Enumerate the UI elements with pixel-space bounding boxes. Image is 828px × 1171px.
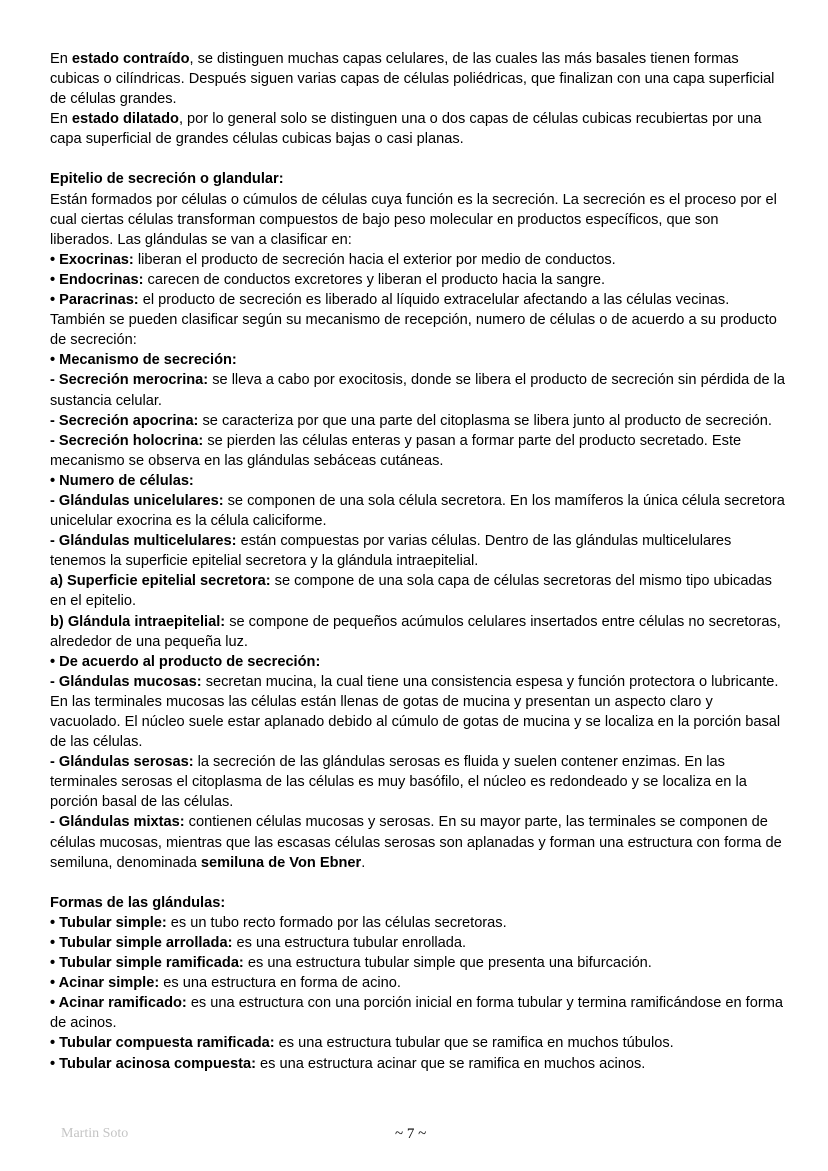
term: - Glándulas unicelulares:	[50, 492, 224, 509]
term: • Acinar simple:	[50, 975, 160, 992]
definition: carecen de conductos excretores y liberan el producto hacia la sangre.	[143, 271, 606, 288]
text: , se distinguen muchas capas celulares, de las cuales las más basales tienen formas cubicas o cilíndricas. Después siguen varias capas de células poliédricas, que finalizan con una capa superficial de células grandes.	[50, 51, 775, 108]
list-item-cells	[50, 531, 785, 571]
list-item-cells	[50, 571, 785, 611]
term: • Paracrinas:	[50, 292, 139, 309]
definition: es una estructura en forma de acino.	[159, 975, 401, 992]
definition: se componen de una sola célula secretora. En los mamíferos la única célula secretora unicelular exocrina es la célula caliciforme.	[50, 492, 785, 530]
list-item-form	[50, 953, 785, 973]
page-number: ~ 7 ~	[395, 1126, 427, 1142]
term: a) Superficie epitelial secretora:	[50, 573, 271, 590]
spacer	[50, 149, 785, 169]
spacer	[50, 873, 785, 893]
term: • Tubular compuesta ramificada:	[50, 1035, 275, 1052]
definition: se compone de pequeños acúmulos celulares insertados entre células no secretoras, alrededor de una pequeña luz.	[50, 613, 781, 650]
section-heading-secretion: Epitelio de secreción o glandular:	[50, 171, 284, 188]
definition: la secreción de las glándulas serosas es fluida y suelen contener enzimas. En las terminales serosas el citoplasma de las células es muy basófilo, el núcleo es redondeado y se localiza en la porción basal de las células.	[50, 754, 747, 811]
list-item-form	[50, 913, 785, 933]
list-item-mechanism	[50, 411, 785, 431]
term: - Secreción merocrina:	[50, 372, 209, 389]
term: - Secreción holocrina:	[50, 432, 204, 449]
definition: es una estructura con una porción inicial en forma tubular y termina ramificándose en forma de acinos.	[50, 995, 783, 1032]
list-item-form	[50, 933, 785, 953]
term-estado-dilatado: estado dilatado	[71, 111, 179, 128]
term: - Glándulas mucosas:	[50, 673, 202, 690]
definition: secretan mucina, la cual tiene una consistencia espesa y función protectora o lubricante. En las terminales mucosas las células están llenas de gotas de mucina y presentan un aspecto claro y vacuolado. El núcleo suele estar aplanado debido al cúmulo de gotas de mucina y se localiza en la porción basal de las células.	[50, 673, 781, 751]
definition: se lleva a cabo por exocitosis, donde se libera el producto de secreción sin pérdida de la sustancia celular.	[50, 372, 785, 409]
term: - Glándulas mixtas:	[50, 814, 185, 831]
subheading-cell-count: • Numero de células:	[50, 472, 194, 489]
term: • Tubular simple:	[50, 914, 167, 931]
term: • Tubular simple ramificada:	[50, 955, 244, 972]
list-item-cells	[50, 612, 785, 652]
section-heading-forms: Formas de las glándulas:	[50, 894, 226, 911]
text: .	[361, 854, 366, 871]
list-item-form	[50, 1054, 785, 1074]
text: En	[50, 51, 72, 67]
paragraph-classification: También se pueden clasificar según su mecanismo de recepción, numero de células o de acuerdo a su producto de secreción:	[50, 312, 777, 349]
term: - Secreción apocrina:	[50, 412, 199, 429]
term: • Exocrinas:	[50, 251, 134, 268]
term: • Tubular simple arrollada:	[50, 934, 233, 951]
list-item-mechanism	[50, 431, 785, 471]
page-content	[50, 49, 785, 1074]
footer-author: Martin Soto	[61, 1126, 129, 1141]
definition: se pierden las células enteras y pasan a formar parte del producto secretado. Este mecanismo se observa en las glándulas sebáceas cutáneas.	[50, 432, 742, 469]
list-item-form	[50, 1033, 785, 1053]
definition: es una estructura tubular que se ramifica en muchos túbulos.	[274, 1035, 674, 1052]
list-item-form	[50, 973, 785, 993]
subheading-product: • De acuerdo al producto de secreción:	[50, 653, 321, 670]
list-item-product	[50, 812, 785, 872]
term: • Acinar ramificado:	[50, 995, 187, 1012]
list-item-form	[50, 993, 785, 1033]
list-item-cells	[50, 491, 785, 531]
term-semiluna: semiluna de Von Ebner	[200, 854, 362, 871]
paragraph-dilated-state	[50, 109, 785, 149]
definition: liberan el producto de secreción hacia el exterior por medio de conductos.	[133, 251, 616, 268]
text: , por lo general solo se distinguen una o dos capas de células cubicas recubiertas por una capa superficial de grandes células cubicas bajas o casi planas.	[50, 111, 762, 148]
list-item-type	[50, 270, 785, 290]
definition: se compone de una sola capa de células secretoras del mismo tipo ubicadas en el epitelio.	[50, 573, 772, 610]
definition: están compuestas por varias células. Dentro de las glándulas multicelulares tenemos la superficie epitelial secretora y la glándula intraepitelial.	[50, 533, 732, 570]
definition: el producto de secreción es liberado al líquido extracelular afectando a las células vecinas.	[138, 292, 730, 309]
definition: es una estructura acinar que se ramifica en muchos acinos.	[255, 1055, 646, 1072]
list-item-type	[50, 290, 785, 310]
list-item-product	[50, 672, 785, 752]
term: • Endocrinas:	[50, 271, 144, 288]
list-item-mechanism	[50, 370, 785, 410]
term: - Glándulas multicelulares:	[50, 533, 237, 550]
paragraph-contracted-state	[50, 49, 785, 109]
term-estado-contraido: estado contraído	[71, 51, 190, 67]
text: En	[50, 111, 72, 128]
list-item-product	[50, 752, 785, 812]
subheading-mechanism: • Mecanismo de secreción:	[50, 352, 237, 369]
definition: contienen células mucosas y serosas. En su mayor parte, las terminales se componen de células mucosas, mientras que las escasas células serosas son aplanadas y forman una estructura con forma de semiluna, denominada	[50, 814, 782, 871]
term: - Glándulas serosas:	[50, 754, 194, 771]
paragraph-secretion-intro: Están formados por células o cúmulos de células cuya función es la secreción. La secreción es el proceso por el cual ciertas células transforman compuestos de bajo peso molecular en productos específicos, que son liberados. Las glándulas se van a clasificar en:	[50, 191, 777, 248]
term: b) Glándula intraepitelial:	[50, 613, 226, 630]
definition: se caracteriza por que una parte del citoplasma se libera junto al producto de secreción.	[198, 412, 772, 429]
definition: es un tubo recto formado por las células secretoras.	[166, 914, 507, 931]
definition: es una estructura tubular simple que presenta una bifurcación.	[243, 955, 652, 972]
list-item-type	[50, 250, 785, 270]
term: • Tubular acinosa compuesta:	[50, 1055, 256, 1072]
definition: es una estructura tubular enrollada.	[232, 934, 467, 951]
